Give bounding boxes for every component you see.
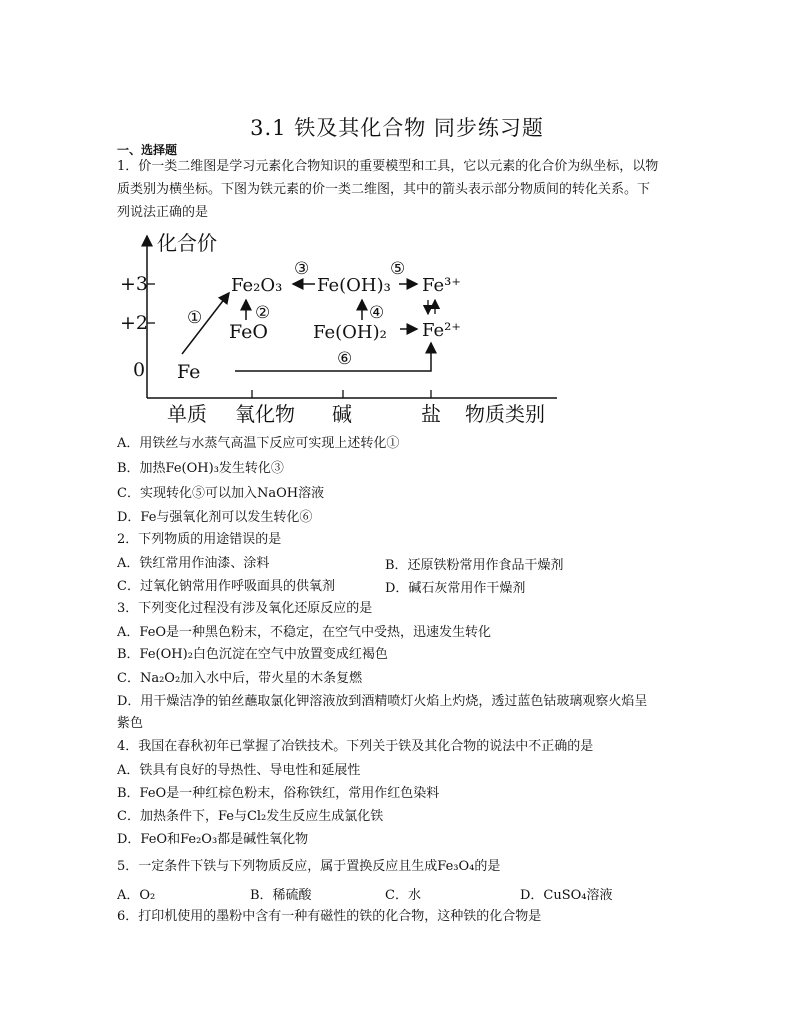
- question-5-stem: 5．一定条件下铁与下列物质反应，属于置换反应且生成Fe₃O₄的是: [117, 859, 501, 874]
- species-feo: FeO: [229, 321, 268, 343]
- q3-option-c: C．Na₂O₂加入水中后，带火星的木条复燃: [117, 671, 363, 686]
- q1-option-a: A．用铁丝与水蒸气高温下反应可实现上述转化①: [117, 436, 400, 451]
- section-heading: 一、选择题: [117, 143, 178, 157]
- q2-option-d: D．碱石灰常用作干燥剂: [385, 581, 526, 596]
- q5-option-a: A．O₂: [117, 888, 156, 903]
- question-1-stem-line-2: 质类别为横坐标。下图为铁元素的价一类二维图，其中的箭头表示部分物质间的转化关系。下: [117, 182, 651, 197]
- q1-option-d: D．Fe与强氧化剂可以发生转化⑥: [117, 510, 313, 525]
- q2-option-c: C．过氧化钠常用作呼吸面具的供氧剂: [117, 579, 335, 594]
- page-title: 3.1 铁及其化合物 同步练习题: [250, 116, 544, 140]
- arrow-4-label: ④: [369, 303, 385, 323]
- x-tick-oxide: 氧化物: [235, 402, 295, 426]
- y-axis-label: 化合价: [157, 231, 217, 255]
- y-tick-plus2: +2: [120, 312, 149, 334]
- question-1-stem-line-3: 列说法正确的是: [117, 205, 209, 220]
- q5-option-b: B．稀硫酸: [250, 888, 312, 903]
- q3-option-a: A．FeO是一种黑色粉末，不稳定，在空气中受热，迅速发生转化: [117, 625, 492, 640]
- q2-option-b: B．还原铁粉常用作食品干燥剂: [385, 558, 564, 573]
- species-fe2: Fe²⁺: [422, 320, 461, 341]
- arrow-6: [235, 343, 431, 371]
- arrow-1-label: ①: [187, 308, 203, 328]
- question-3-stem: 3．下列变化过程没有涉及氧化还原反应的是: [117, 601, 373, 616]
- arrow-5-label: ⑤: [390, 259, 406, 279]
- species-fe2o3: Fe₂O₃: [231, 275, 283, 296]
- species-feoh3: Fe(OH)₃: [317, 275, 391, 296]
- q3-option-d-continued: 紫色: [117, 716, 144, 731]
- valence-class-diagram: [117, 228, 567, 428]
- arrow-6-label: ⑥: [337, 349, 353, 369]
- x-tick-element: 单质: [167, 402, 207, 426]
- question-2-stem: 2．下列物质的用途错误的是: [117, 532, 282, 547]
- q3-option-d: D．用干燥洁净的铂丝蘸取氯化钾溶液放到酒精喷灯火焰上灼烧，透过蓝色钴玻璃观察火焰呈: [117, 694, 648, 709]
- species-feoh2: Fe(OH)₂: [313, 322, 387, 343]
- x-axis-label: 物质类别: [465, 402, 545, 426]
- q5-option-c: C．水: [385, 888, 421, 903]
- species-fe3: Fe³⁺: [422, 275, 461, 296]
- q4-option-d: D．FeO和Fe₂O₃都是碱性氧化物: [117, 832, 309, 847]
- arrow-3-label: ③: [294, 259, 310, 279]
- arrow-2-label: ②: [255, 303, 271, 323]
- q5-option-d: D．CuSO₄溶液: [520, 888, 613, 903]
- species-fe: Fe: [177, 361, 201, 383]
- q2-option-a: A．铁红常用作油漆、涂料: [117, 556, 270, 571]
- y-tick-plus3: +3: [120, 273, 149, 295]
- x-tick-salt: 盐: [421, 402, 441, 426]
- q1-option-c: C．实现转化⑤可以加入NaOH溶液: [117, 486, 325, 501]
- question-4-stem: 4．我国在春秋初年已掌握了冶铁技术。下列关于铁及其化合物的说法中不正确的是: [117, 739, 594, 754]
- x-tick-base: 碱: [332, 402, 352, 426]
- q4-option-c: C．加热条件下，Fe与Cl₂发生反应生成氯化铁: [117, 809, 384, 824]
- q4-option-a: A．铁具有良好的导热性、导电性和延展性: [117, 763, 361, 778]
- q4-option-b: B．FeO是一种红棕色粉末，俗称铁红，常用作红色染料: [117, 786, 440, 801]
- y-tick-zero: 0: [133, 359, 146, 381]
- q1-option-b: B．加热Fe(OH)₃发生转化③: [117, 461, 284, 476]
- q3-option-b: B．Fe(OH)₂白色沉淀在空气中放置变成红褐色: [117, 647, 388, 662]
- question-6-stem: 6．打印机使用的墨粉中含有一种有磁性的铁的化合物，这种铁的化合物是: [117, 909, 542, 924]
- question-1-stem-line-1: 1．价一类二维图是学习元素化合物知识的重要模型和工具，它以元素的化合价为纵坐标，以物: [117, 159, 659, 174]
